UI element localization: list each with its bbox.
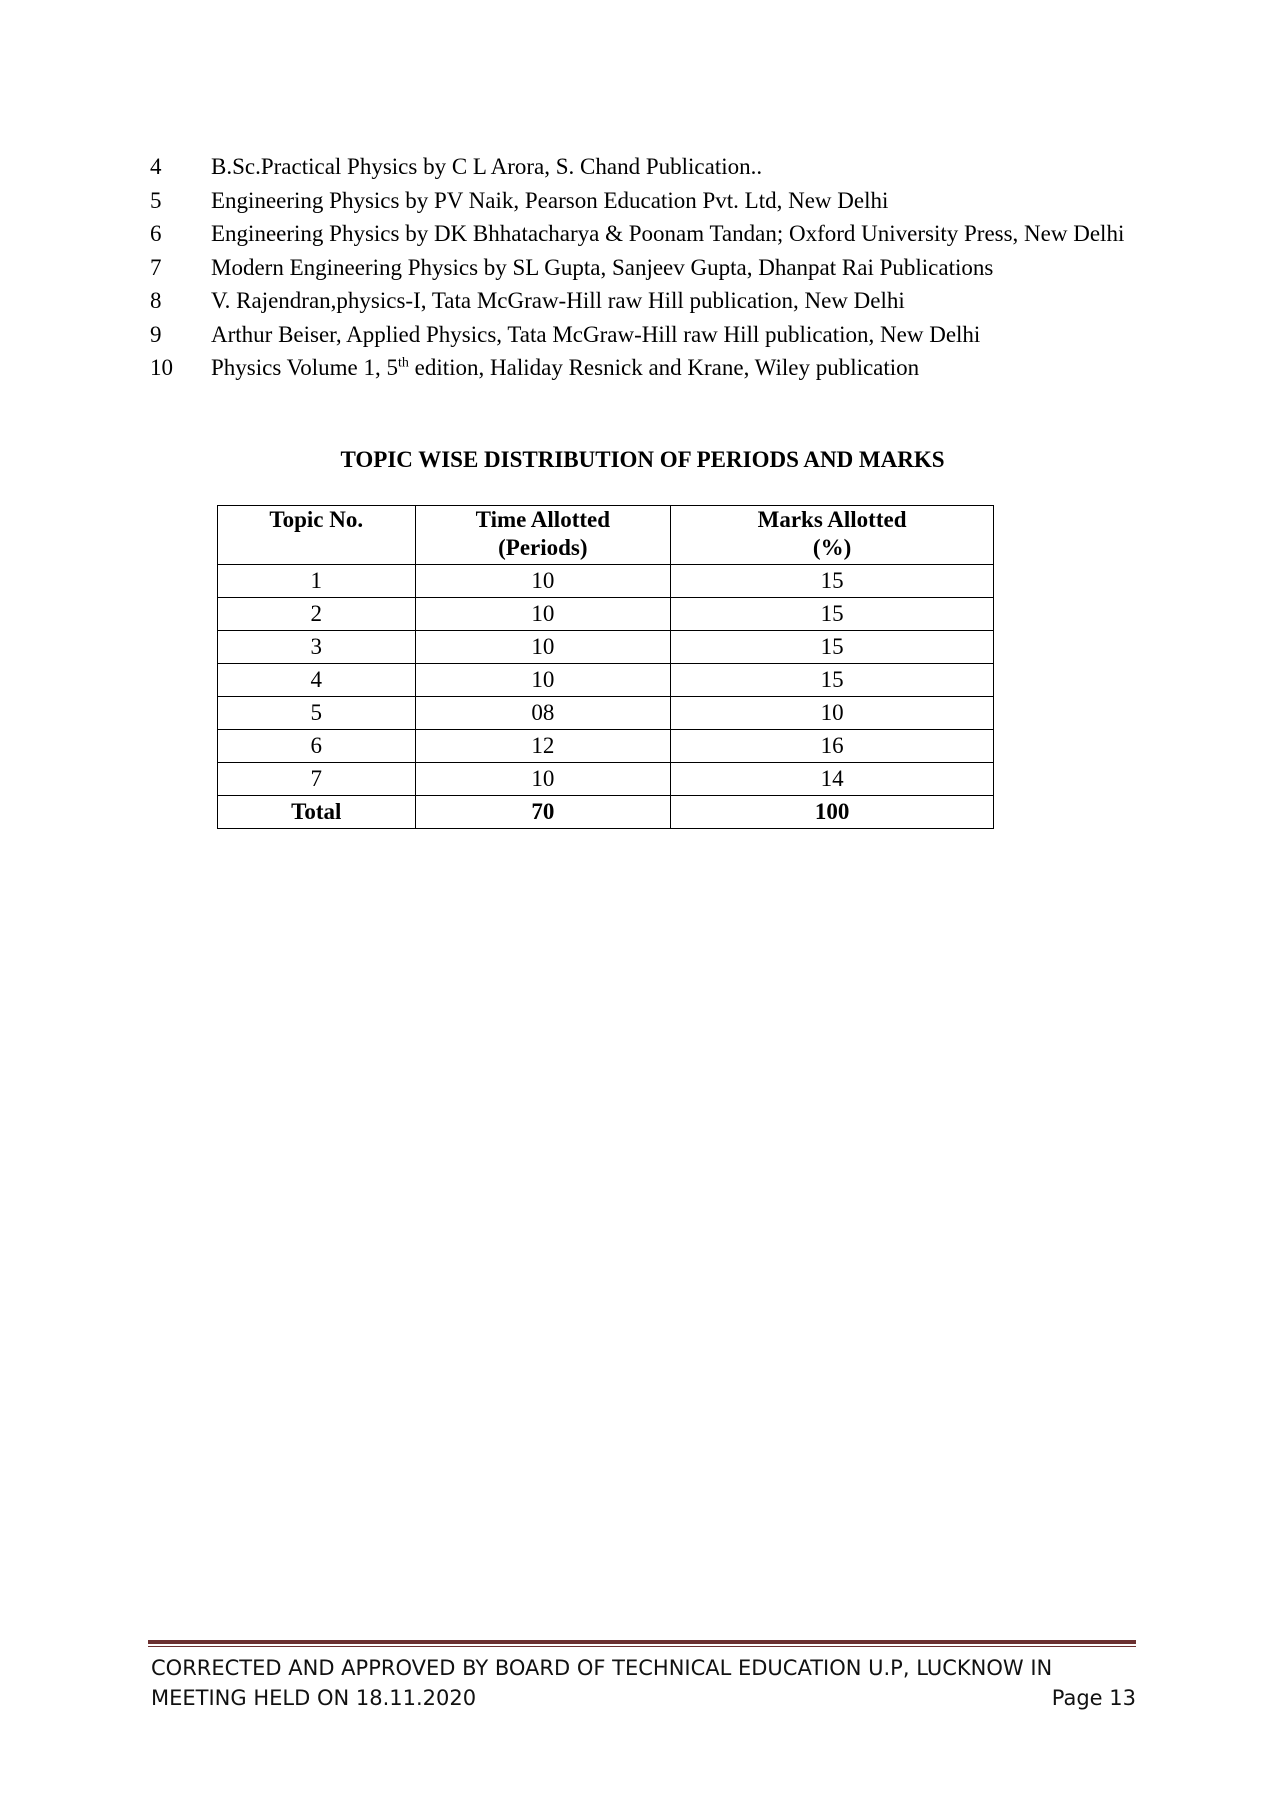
topic-no-cell: 1	[218, 565, 416, 598]
footer-divider-thin	[148, 1646, 1136, 1647]
table-row	[218, 730, 994, 763]
table-row	[218, 697, 994, 730]
topic-no-cell: 6	[218, 730, 416, 763]
reference-text-post: edition, Haliday Resnick and Krane, Wiley publication	[408, 355, 920, 380]
page-number: Page 13	[1051, 1686, 1136, 1710]
footer-approval-line: CORRECTED AND APPROVED BY BOARD OF TECHNICAL EDUCATION U.P, LUCKNOW IN	[151, 1656, 1053, 1680]
marks-cell: 15	[671, 598, 994, 631]
reference-list	[150, 150, 1135, 385]
reference-text	[211, 351, 1135, 385]
periods-cell: 10	[415, 763, 671, 796]
reference-text: Engineering Physics by DK Bhhatacharya & Poonam Tandan; Oxford University Press, New Delhi	[211, 221, 1125, 246]
total-marks-cell: 100	[671, 796, 994, 829]
page-footer	[151, 1653, 1136, 1713]
reference-text: B.Sc.Practical Physics by C L Arora, S. Chand Publication..	[211, 154, 763, 179]
table-row	[218, 664, 994, 697]
marks-cell: 10	[671, 697, 994, 730]
header-topic-no: Topic No.	[218, 506, 416, 565]
periods-cell: 10	[415, 631, 671, 664]
reference-number: 4	[150, 154, 162, 179]
topic-no-cell: 3	[218, 631, 416, 664]
table-total-row	[218, 796, 994, 829]
reference-item	[150, 184, 1135, 218]
reference-item	[150, 150, 1135, 184]
reference-number: 10	[150, 355, 173, 380]
reference-text: Arthur Beiser, Applied Physics, Tata McGraw-Hill raw Hill publication, New Delhi	[211, 321, 981, 347]
header-marks-allotted: Marks Allotted (%)	[671, 506, 994, 565]
table-row	[218, 763, 994, 796]
periods-cell: 10	[415, 565, 671, 598]
section-title: TOPIC WISE DISTRIBUTION OF PERIODS AND MARKS	[340, 447, 945, 472]
reference-item	[150, 251, 1135, 285]
reference-text: Modern Engineering Physics by SL Gupta, Sanjeev Gupta, Dhanpat Rai Publications	[211, 254, 994, 280]
footer-second-line	[151, 1683, 1136, 1713]
periods-cell: 08	[415, 697, 671, 730]
reference-item	[150, 284, 1135, 318]
distribution-table	[217, 505, 994, 829]
footer-meeting-date: MEETING HELD ON 18.11.2020	[151, 1686, 477, 1710]
marks-cell: 14	[671, 763, 994, 796]
table-row	[218, 631, 994, 664]
reference-item	[150, 217, 1135, 251]
reference-item	[150, 351, 1135, 385]
table-header-row	[218, 506, 994, 565]
reference-text-superscript: th	[398, 355, 409, 371]
table-row	[218, 598, 994, 631]
reference-number: 7	[150, 254, 162, 280]
topic-no-cell: 7	[218, 763, 416, 796]
reference-number: 9	[150, 321, 162, 347]
total-label-cell: Total	[218, 796, 416, 829]
table-row	[218, 565, 994, 598]
total-periods-cell: 70	[415, 796, 671, 829]
footer-divider	[148, 1640, 1136, 1644]
reference-text: Engineering Physics by PV Naik, Pearson Education Pvt. Ltd, New Delhi	[211, 187, 889, 213]
reference-number: 6	[150, 221, 162, 246]
topic-no-cell: 4	[218, 664, 416, 697]
header-time-allotted: Time Allotted (Periods)	[415, 506, 671, 565]
periods-cell: 10	[415, 598, 671, 631]
reference-number: 8	[150, 288, 162, 313]
topic-no-cell: 5	[218, 697, 416, 730]
reference-number: 5	[150, 187, 162, 213]
marks-cell: 15	[671, 664, 994, 697]
periods-cell: 12	[415, 730, 671, 763]
reference-text-pre: Physics Volume 1, 5	[211, 355, 399, 380]
marks-cell: 16	[671, 730, 994, 763]
periods-cell: 10	[415, 664, 671, 697]
reference-text: V. Rajendran,physics-I, Tata McGraw-Hill raw Hill publication, New Delhi	[211, 288, 905, 313]
topic-no-cell: 2	[218, 598, 416, 631]
marks-cell: 15	[671, 565, 994, 598]
marks-cell: 15	[671, 631, 994, 664]
reference-item	[150, 318, 1135, 352]
